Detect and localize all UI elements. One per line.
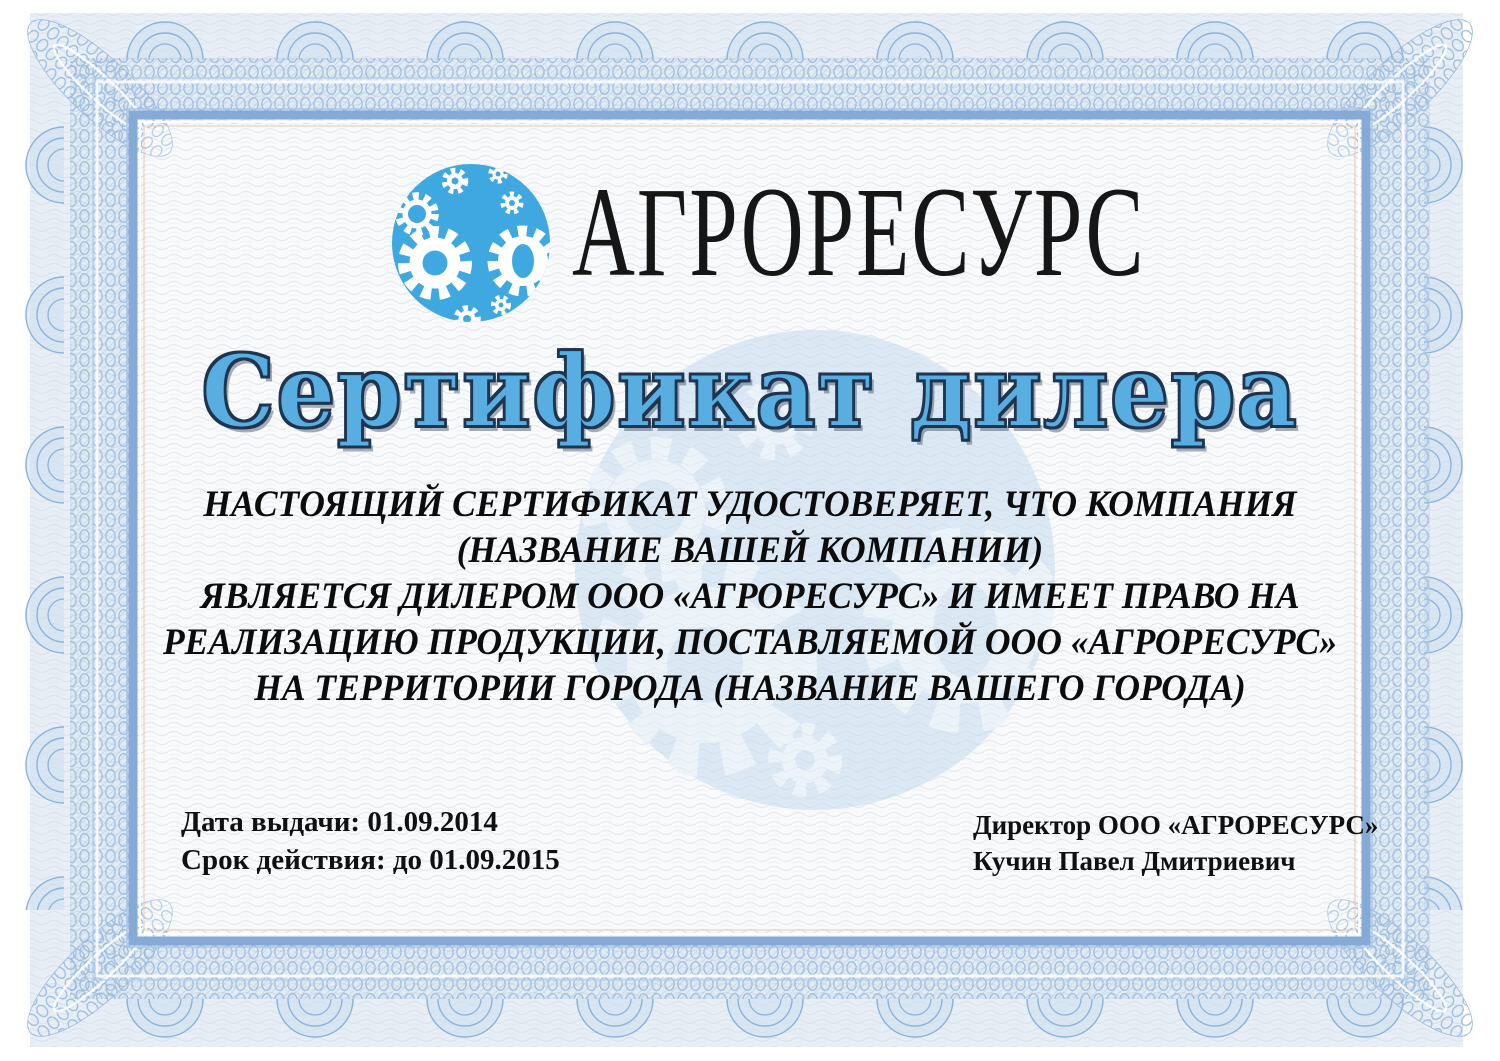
brand-name: АГРОРЕСУРС (572, 161, 1146, 303)
certificate-body-line: НА ТЕРРИТОРИИ ГОРОДА (НАЗВАНИЕ ВАШЕГО ГОРОДА) (254, 668, 1246, 709)
certificate-body-line: ЯВЛЯЕТСЯ ДИЛЕРОМ ООО «АГРОРЕСУРС» И ИМЕЕТ ПРАВО НА (200, 576, 1300, 617)
issue-info-block (181, 803, 560, 879)
certificate-body-line: НАСТОЯЩИЙ СЕРТИФИКАТ УДОСТОВЕРЯЕТ, ЧТО КОМПАНИЯ (203, 484, 1297, 525)
certificate-body-line: (НАЗВАНИЕ ВАШЕЙ КОМПАНИИ) (456, 530, 1044, 571)
certificate-body-line: РЕАЛИЗАЦИЮ ПРОДУКЦИИ, ПОСТАВЛЯЕМОЙ ООО «АГРОРЕСУРС» (162, 622, 1338, 663)
director-title-line: Директор ООО «АГРОРЕСУРС» (973, 810, 1379, 840)
certificate-title: Сертификат дилера (201, 334, 1299, 450)
signature-block (973, 807, 1378, 879)
certificate-body (145, 482, 1355, 712)
issue-date-line: Дата выдачи: 01.09.2014 (181, 806, 498, 838)
director-name-line: Кучин Павел Дмитриевич (973, 846, 1296, 876)
validity-line: Срок действия: до 01.09.2015 (181, 844, 560, 876)
